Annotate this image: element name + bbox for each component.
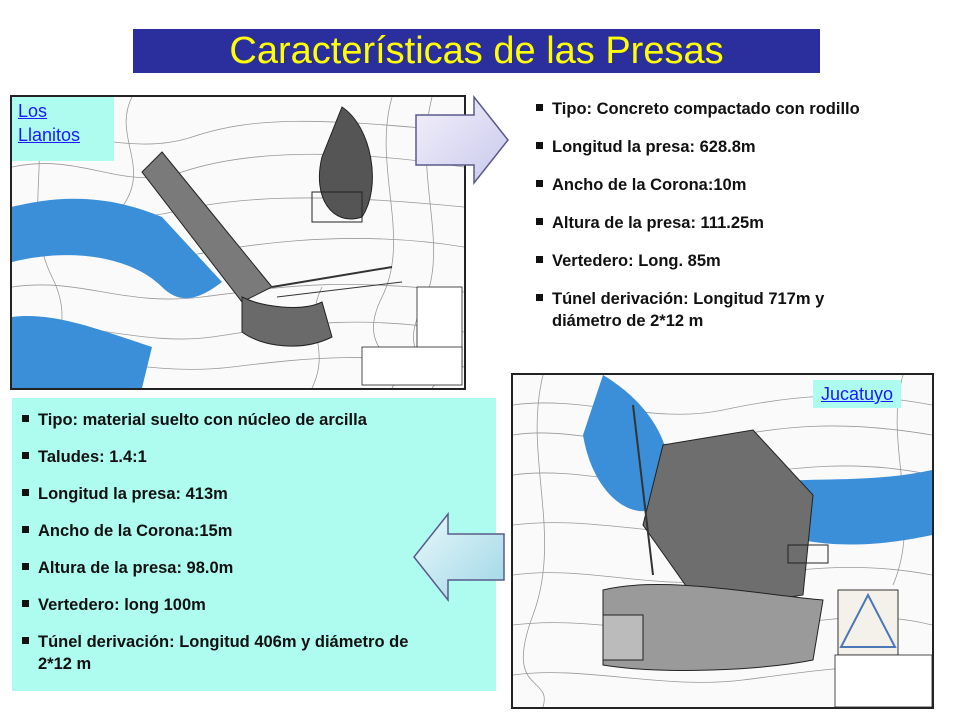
list-item: Túnel derivación: Longitud 717m y diámetro de 2*12 m [536,288,896,332]
list-item: Vertedero: Long. 85m [536,250,896,272]
bullet-square-icon [22,489,29,496]
list-item: Longitud la presa: 628.8m [536,136,896,158]
bullet-square-icon [22,415,29,422]
list-item: Tipo: Concreto compactado con rodillo [536,98,896,120]
los-llanitos-link[interactable]: Los Llanitos [12,97,114,161]
bullet-square-icon [22,452,29,459]
title-bar [133,29,820,73]
list-item: Ancho de la Corona:10m [536,174,896,196]
list-item: Tipo: material suelto con núcleo de arcilla [22,409,412,431]
los-llanitos-characteristics [536,98,896,348]
bullet-square-icon [22,600,29,607]
bullet-square-icon [536,294,543,301]
bullet-square-icon [536,104,543,111]
bullet-square-icon [536,180,543,187]
slide-title: Características de las Presas [229,30,724,72]
bullet-square-icon [536,142,543,149]
list-item: Ancho de la Corona:15m [22,520,412,542]
list-item: Altura de la presa: 98.0m [22,557,412,579]
bullet-square-icon [22,637,29,644]
bullet-square-icon [536,218,543,225]
jucatuyo-link[interactable]: Jucatuyo [813,380,901,408]
arrow-left-icon [412,512,508,602]
list-item: Túnel derivación: Longitud 406m y diámetro de 2*12 m [22,631,412,675]
bullet-square-icon [22,526,29,533]
list-item: Altura de la presa: 111.25m [536,212,896,234]
bullet-square-icon [22,563,29,570]
bullet-square-icon [536,256,543,263]
arrow-right-icon [412,95,510,185]
jucatuyo-map [511,373,934,709]
jucatuyo-characteristics [22,409,412,690]
list-item: Taludes: 1.4:1 [22,446,412,468]
list-item: Longitud la presa: 413m [22,483,412,505]
list-item: Vertedero: long 100m [22,594,412,616]
